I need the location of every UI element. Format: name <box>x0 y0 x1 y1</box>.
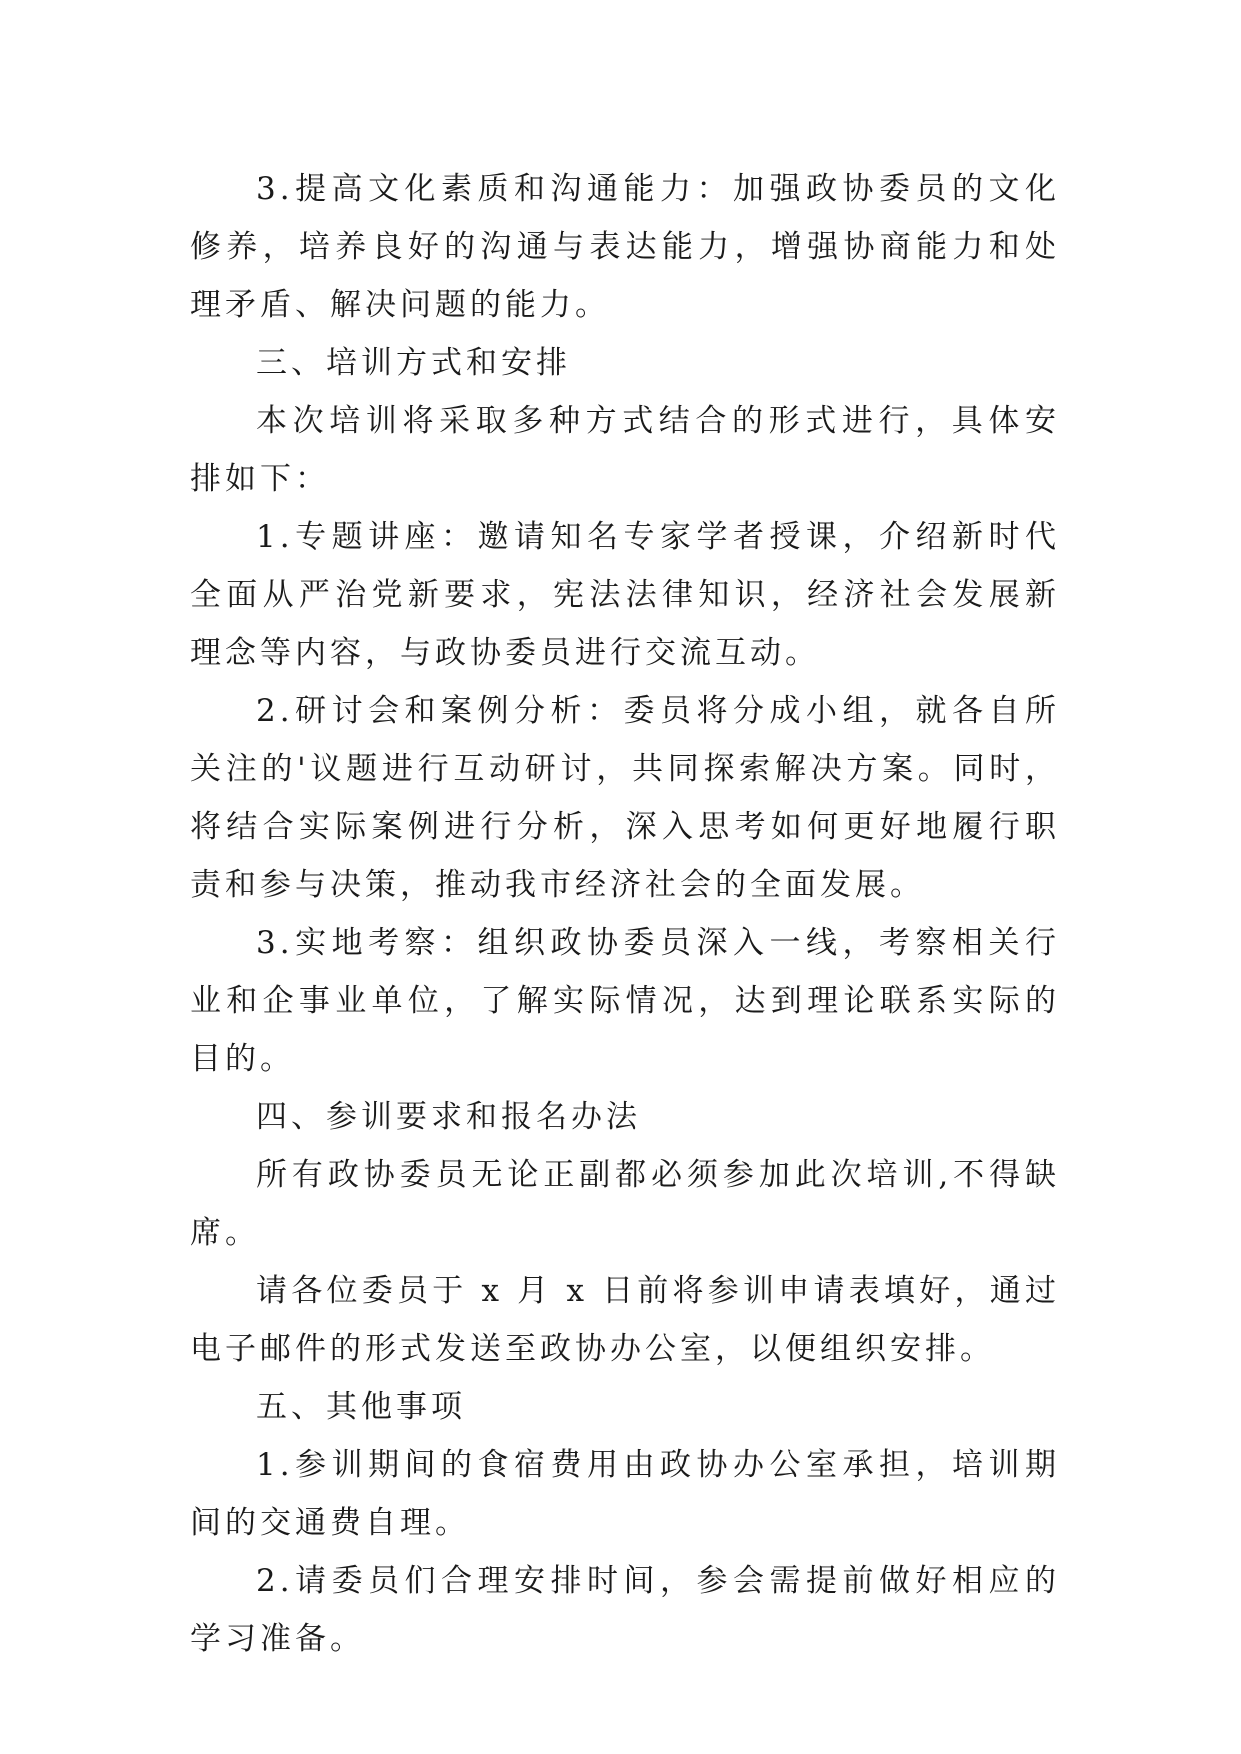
paragraph-training-format-intro: 本次培训将采取多种方式结合的形式进行，具体安排如下： <box>190 403 1060 497</box>
paragraph-expenses: 1.参训期间的食宿费用由政协办公室承担，培训期间的交通费自理。 <box>190 1447 1060 1541</box>
paragraph-field-inspection: 3.实地考察：组织政协委员深入一线，考察相关行业和企事业单位，了解实际情况，达到理论联系实际的目的。 <box>190 925 1060 1077</box>
paragraph-time-arrangement: 2.请委员们合理安排时间，参会需提前做好相应的学习准备。 <box>190 1563 1060 1657</box>
section-heading-training-methods: 三、培训方式和安排 <box>256 345 571 381</box>
paragraph-improve-culture-communication: 3.提高文化素质和沟通能力：加强政协委员的文化修养，培养良好的沟通与表达能力，增强协商能力和处理矛盾、解决问题的能力。 <box>190 171 1060 323</box>
paragraph-application-submission: 请各位委员于 x 月 x 日前将参训申请表填好，通过电子邮件的形式发送至政协办公室，以便组织安排。 <box>190 1273 1060 1367</box>
document-body <box>190 160 1060 1668</box>
paragraph-mandatory-attendance: 所有政协委员无论正副都必须参加此次培训,不得缺席。 <box>190 1157 1060 1251</box>
section-heading-other-matters: 五、其他事项 <box>256 1389 466 1425</box>
paragraph-special-lectures: 1.专题讲座：邀请知名专家学者授课，介绍新时代全面从严治党新要求，宪法法律知识，经济社会发展新理念等内容，与政协委员进行交流互动。 <box>190 519 1060 671</box>
paragraph-seminars-case-analysis: 2.研讨会和案例分析：委员将分成小组，就各自所关注的'议题进行互动研讨，共同探索解决方案。同时，将结合实际案例进行分析，深入思考如何更好地履行职责和参与决策，推动我市经济社会的全面发展。 <box>190 693 1060 903</box>
section-heading-requirements-registration: 四、参训要求和报名办法 <box>256 1099 641 1135</box>
